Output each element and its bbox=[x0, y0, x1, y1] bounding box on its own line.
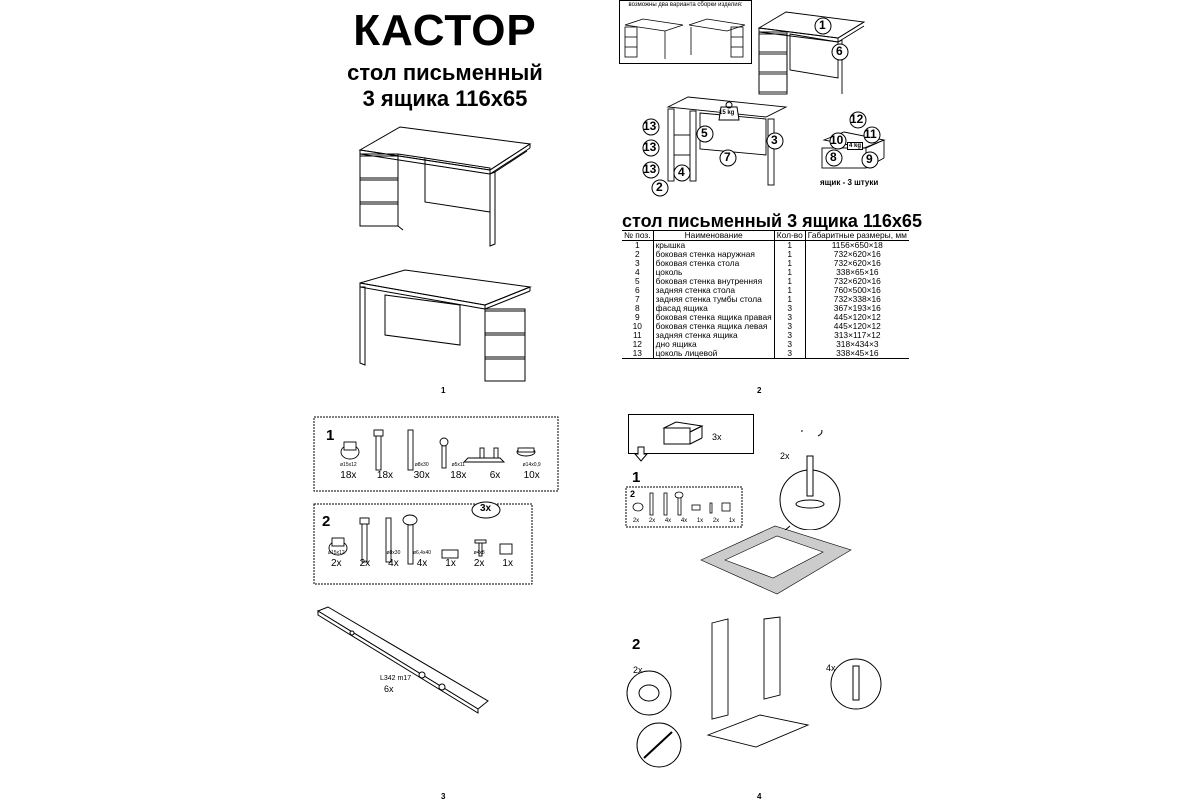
row-position: 1 bbox=[634, 240, 640, 250]
part-spec: ø8х30 bbox=[386, 550, 401, 556]
part-spec: ø14х0,9 bbox=[522, 462, 541, 468]
drawer-caption: ящик - 3 штуки bbox=[820, 178, 879, 187]
row-qty: 3 bbox=[774, 331, 805, 340]
step-1-bag-number: 2 bbox=[630, 489, 636, 499]
step-2-screwdriver-detail bbox=[634, 720, 684, 770]
callout-13b-label: 13 bbox=[643, 140, 657, 154]
callout-3-label: 3 bbox=[771, 133, 778, 147]
row-qty: 3 bbox=[774, 349, 805, 359]
row-position: 5 bbox=[634, 276, 640, 286]
row-dimensions: 313×117×12 bbox=[805, 331, 909, 340]
part-qty: 4х bbox=[416, 558, 428, 569]
row-name: боковая стенка ящика правая bbox=[653, 313, 774, 322]
row-dimensions: 732×620×16 bbox=[805, 250, 909, 259]
row-position: 11 bbox=[632, 330, 642, 340]
row-name: боковая стенка ящика левая bbox=[653, 322, 774, 331]
step-1-dowel-qty: 2х bbox=[780, 451, 790, 461]
step-2-dowel-detail bbox=[828, 656, 884, 712]
down-arrow-icon bbox=[634, 446, 648, 462]
row-dimensions: 732×620×16 bbox=[805, 277, 909, 286]
row-qty: 1 bbox=[774, 277, 805, 286]
part-qty: 2х bbox=[473, 558, 485, 569]
part-spec: ø5х11 bbox=[451, 462, 466, 468]
bag-1-items bbox=[330, 462, 550, 490]
row-name: боковая стенка внутренняя bbox=[653, 277, 774, 286]
callout-9-label: 9 bbox=[866, 152, 873, 166]
row-qty: 1 bbox=[774, 241, 805, 251]
bag-2-items bbox=[322, 550, 522, 578]
step-1-number: 1 bbox=[632, 469, 641, 486]
part-qty: 1х bbox=[502, 558, 513, 569]
row-dimensions: 445×120×12 bbox=[805, 322, 909, 331]
callout-5-label: 5 bbox=[701, 126, 708, 140]
part-qty: 1х bbox=[445, 558, 456, 569]
row-qty: 3 bbox=[774, 313, 805, 322]
part-qty: 2х bbox=[712, 518, 720, 524]
callout-11-label: 11 bbox=[864, 127, 877, 141]
rail-spec: L342 m17 bbox=[380, 675, 412, 682]
step-2-dowel-qty: 4х bbox=[826, 663, 836, 673]
callout-7-label: 7 bbox=[724, 150, 731, 164]
row-name: задняя стенка стола bbox=[653, 286, 774, 295]
step-2-number: 2 bbox=[632, 636, 641, 653]
callout-4-label: 4 bbox=[678, 165, 685, 179]
parts-table bbox=[622, 230, 909, 359]
step-2-cam-detail bbox=[624, 668, 674, 718]
part-spec: ø8х30 bbox=[414, 462, 429, 468]
row-position: 12 bbox=[632, 339, 642, 349]
part-qty: 18х bbox=[340, 470, 357, 481]
row-name: боковая стенка наружная bbox=[653, 250, 774, 259]
load-label-drawer: 4 kg bbox=[849, 143, 862, 149]
row-name: задняя стенка тумбы стола bbox=[653, 295, 774, 304]
step-1-detail-circle bbox=[770, 430, 850, 530]
part-qty: 2х bbox=[632, 518, 640, 524]
callout-8-label: 8 bbox=[830, 150, 837, 164]
row-qty: 1 bbox=[774, 259, 805, 268]
part-qty: 1х bbox=[696, 518, 704, 524]
row-dimensions: 760×500×16 bbox=[805, 286, 909, 295]
part-qty: 10х bbox=[523, 470, 540, 481]
page-number: 4 bbox=[757, 792, 762, 801]
row-position: 6 bbox=[634, 285, 640, 295]
callout-2-label: 2 bbox=[656, 180, 663, 194]
part-qty: 1х bbox=[728, 518, 736, 524]
row-qty: 3 bbox=[774, 340, 805, 349]
part-spec: ø15х12 bbox=[327, 550, 345, 556]
bag-2-number: 2 bbox=[322, 513, 331, 530]
part-qty: 4х bbox=[680, 518, 688, 524]
bag-2-multiplier: 3х bbox=[480, 503, 492, 514]
document-subtitle-size: 3 ящика 116х65 bbox=[362, 86, 528, 111]
part-qty: 2х bbox=[359, 558, 371, 569]
col-position: № поз. bbox=[622, 231, 653, 241]
page-number: 1 bbox=[441, 386, 446, 395]
callout-13a-label: 13 bbox=[643, 119, 657, 133]
callout-12-label: 12 bbox=[850, 112, 864, 126]
variant-drawings bbox=[623, 17, 748, 61]
part-qty: 4х bbox=[388, 558, 399, 569]
step-1-carpet-panel bbox=[695, 520, 855, 600]
table-row bbox=[622, 349, 909, 359]
drawer-rail-drawing bbox=[312, 605, 492, 715]
part-qty: 2х bbox=[648, 518, 656, 524]
row-position: 3 bbox=[634, 258, 640, 268]
row-position: 8 bbox=[634, 303, 640, 313]
row-dimensions: 732×620×16 bbox=[805, 259, 909, 268]
part-qty: 30х bbox=[413, 470, 430, 481]
variants-note: возможны два варианта сборки изделия: bbox=[628, 2, 743, 8]
parts-table-body bbox=[622, 241, 909, 359]
parts-table-title: стол письменный 3 ящика 116х65 bbox=[622, 211, 922, 231]
part-qty: 6х bbox=[489, 470, 501, 481]
row-dimensions: 445×120×12 bbox=[805, 313, 909, 322]
row-dimensions: 338×45×16 bbox=[805, 349, 909, 359]
part-qty: 18х bbox=[376, 470, 394, 481]
page-number: 3 bbox=[441, 792, 446, 801]
row-position: 7 bbox=[634, 294, 640, 304]
step-2-cam-qty: 2х bbox=[633, 665, 643, 675]
step-2-panels bbox=[700, 615, 810, 765]
document-subtitle: стол письменный bbox=[347, 60, 543, 85]
row-position: 4 bbox=[634, 267, 640, 277]
callout-10-label: 10 bbox=[830, 133, 844, 147]
col-dimensions: Габаритные размеры, мм bbox=[805, 231, 909, 241]
row-position: 9 bbox=[634, 312, 640, 322]
part-spec: ø15х12 bbox=[339, 462, 357, 468]
desk-drawing-right-drawers bbox=[355, 265, 535, 383]
callout-1-label: 1 bbox=[819, 18, 826, 32]
row-qty: 3 bbox=[774, 304, 805, 313]
drawer-box-icon bbox=[660, 418, 704, 448]
row-qty: 1 bbox=[774, 286, 805, 295]
row-dimensions: 338×65×16 bbox=[805, 268, 909, 277]
document-title: КАСТОР bbox=[353, 6, 537, 55]
part-qty: 4х bbox=[664, 518, 672, 524]
row-name: боковая стенка стола bbox=[653, 259, 774, 268]
parts-table-header bbox=[622, 231, 909, 241]
row-qty: 3 bbox=[774, 322, 805, 331]
part-qty: 18х bbox=[450, 470, 467, 481]
row-qty: 1 bbox=[774, 268, 805, 277]
callout-6-label: 6 bbox=[836, 44, 843, 58]
drawer-qty: 3х bbox=[712, 432, 722, 442]
desk-drawing-left-drawers bbox=[355, 122, 535, 247]
row-dimensions: 732×338×16 bbox=[805, 295, 909, 304]
part-spec: ø4х8 bbox=[473, 550, 485, 556]
row-name: фасад ящика bbox=[653, 304, 774, 313]
row-name: задняя стенка ящика bbox=[653, 331, 774, 340]
variants-box bbox=[619, 0, 752, 64]
rail-qty: 6х bbox=[384, 684, 394, 694]
part-spec: ø6,4х40 bbox=[412, 550, 432, 556]
row-dimensions: 318×434×3 bbox=[805, 340, 909, 349]
row-name: дно ящика bbox=[653, 340, 774, 349]
row-position: 13 bbox=[622, 349, 653, 359]
row-position: 2 bbox=[634, 249, 640, 259]
row-qty: 1 bbox=[774, 295, 805, 304]
row-dimensions: 367×193×16 bbox=[805, 304, 909, 313]
row-dimensions: 1156×650×18 bbox=[805, 241, 909, 251]
row-position: 10 bbox=[632, 321, 642, 331]
row-name: цоколь bbox=[653, 268, 774, 277]
load-label-top: 15 kg bbox=[719, 110, 735, 116]
callout-13c-label: 13 bbox=[643, 162, 657, 176]
col-name: Наименование bbox=[653, 231, 774, 241]
row-name: цоколь лицевой bbox=[653, 349, 774, 359]
row-qty: 1 bbox=[774, 250, 805, 259]
part-qty: 2х bbox=[331, 558, 342, 569]
col-qty: Кол-во bbox=[774, 231, 805, 241]
page-number: 2 bbox=[757, 386, 762, 395]
bag-1-number: 1 bbox=[326, 427, 335, 444]
row-name: крышка bbox=[653, 241, 774, 251]
